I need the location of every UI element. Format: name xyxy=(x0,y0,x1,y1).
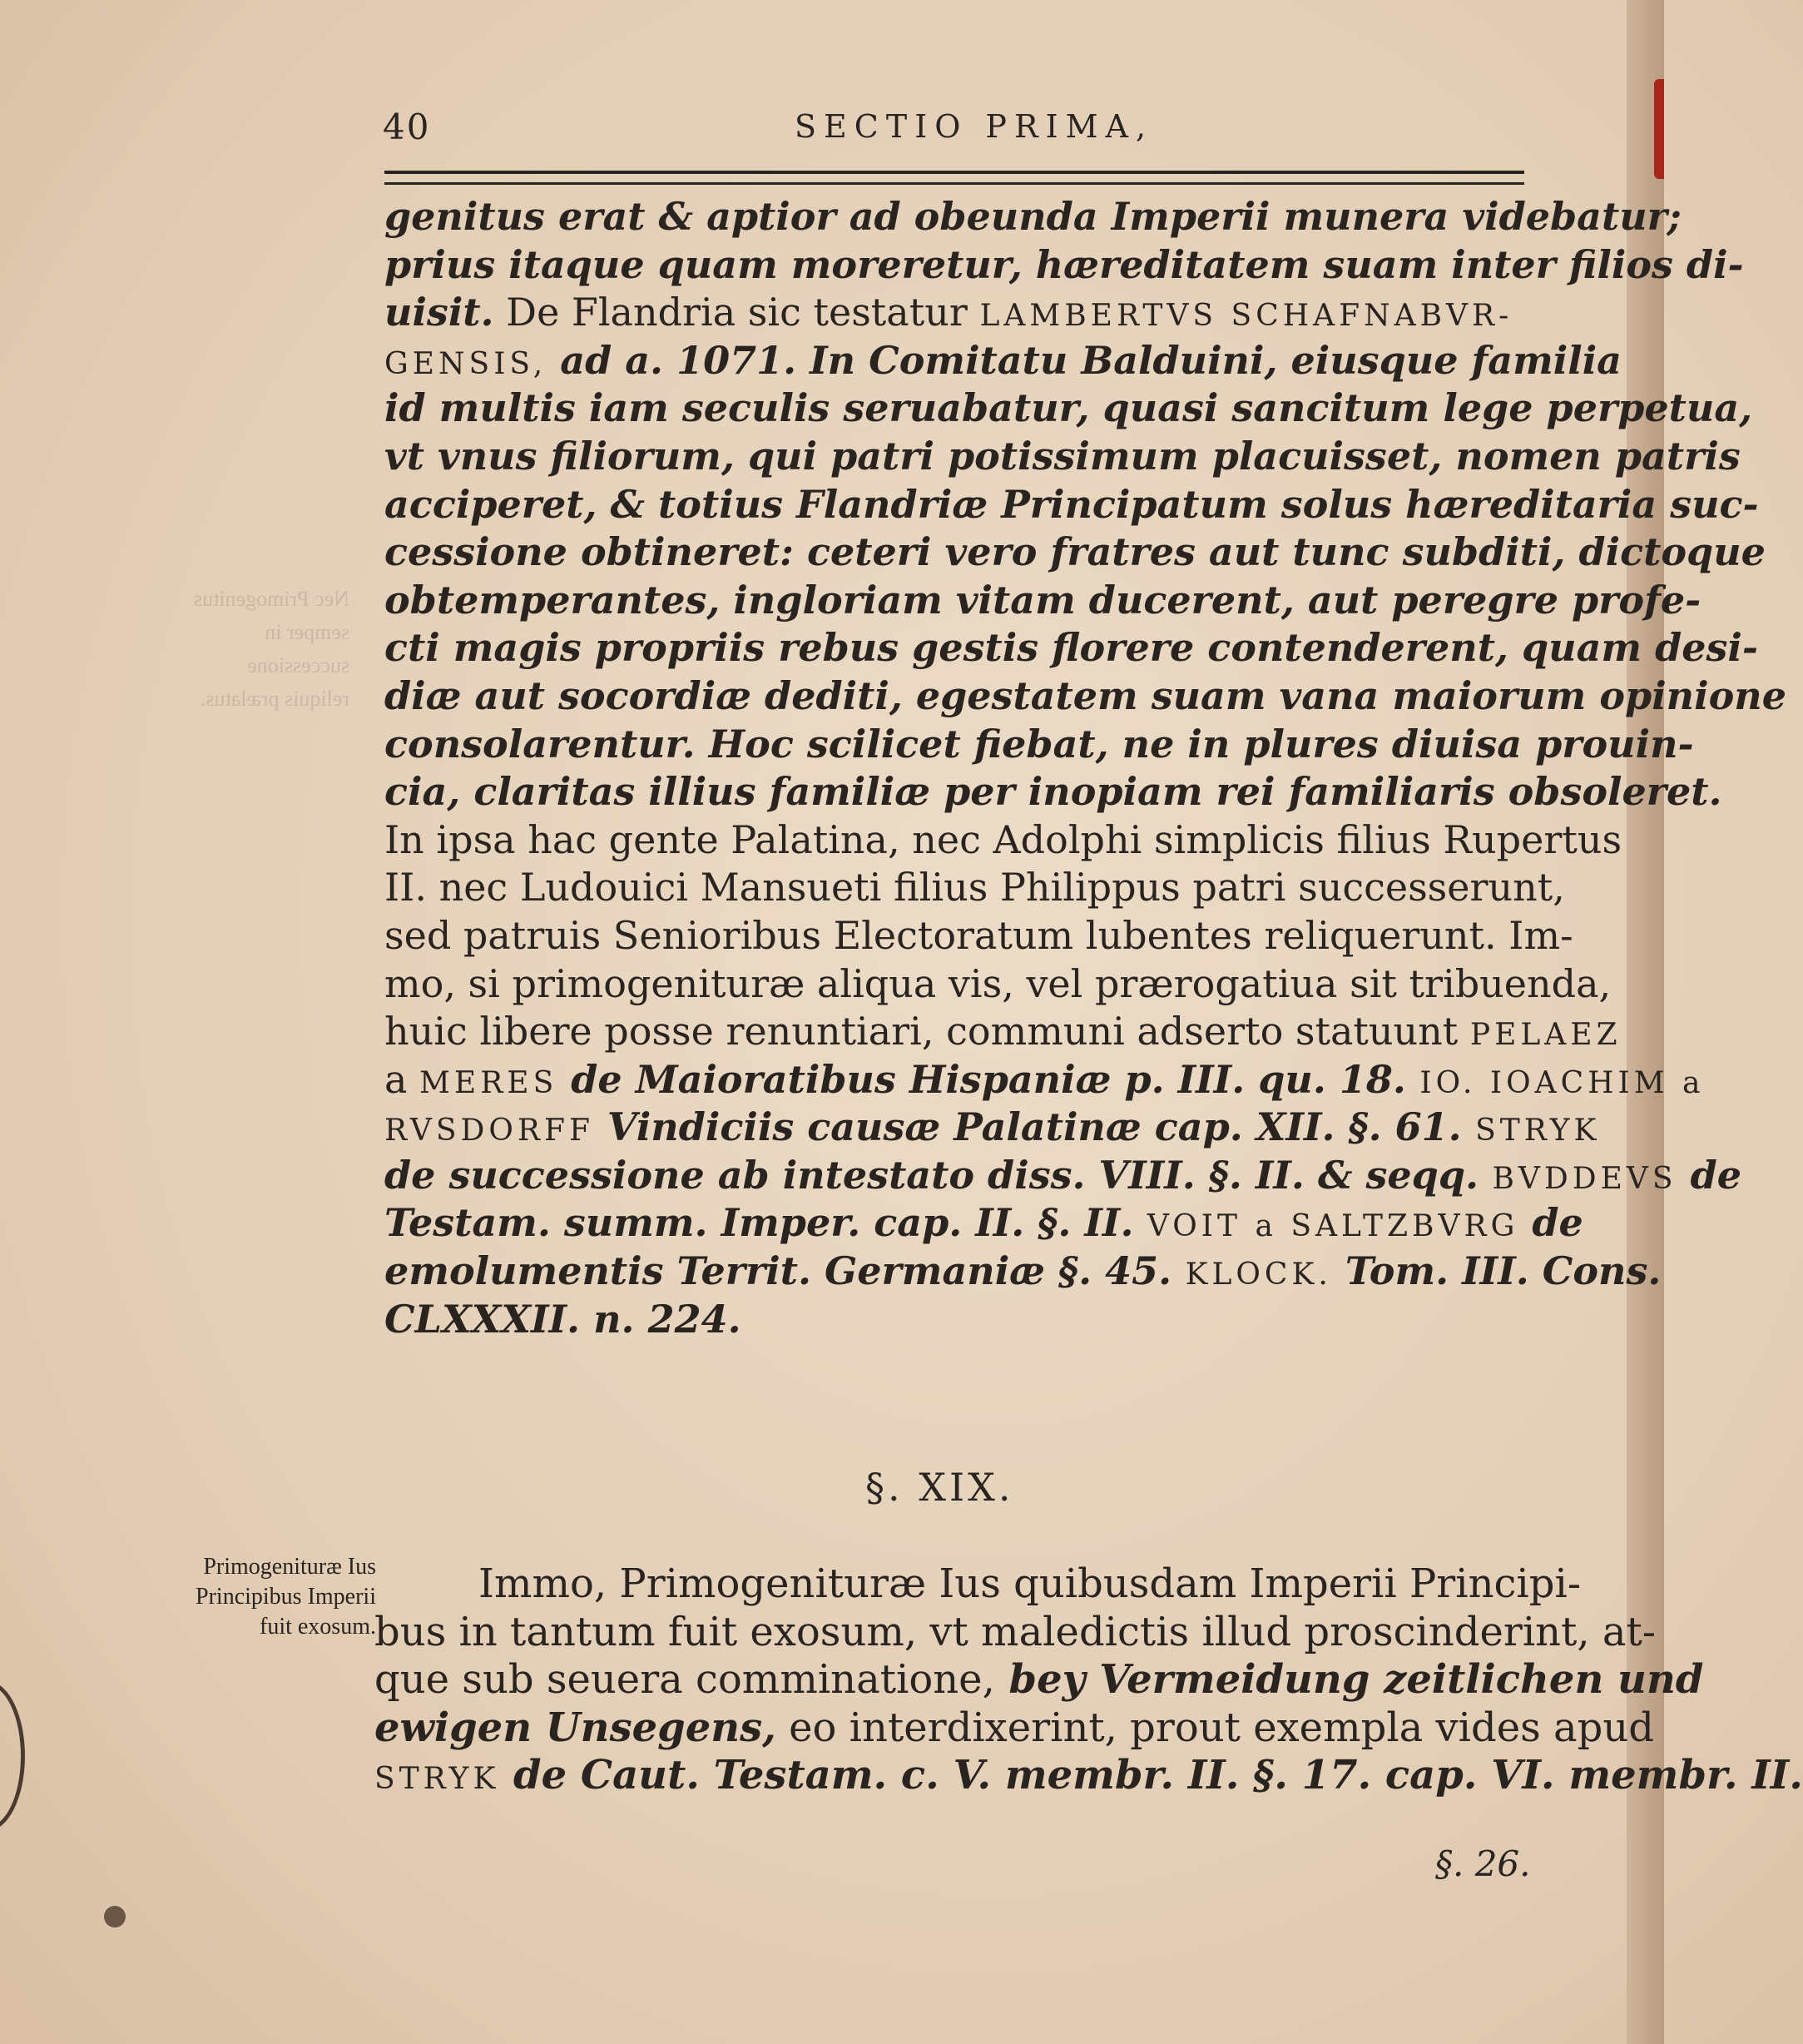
small-caps-run: STRYK xyxy=(1461,1114,1601,1149)
page-number: 40 xyxy=(383,107,431,147)
section-heading: §. XIX. xyxy=(865,1465,1014,1510)
text-line xyxy=(384,528,1766,577)
italic-run: cessione obtineret: ceteri vero fratres aut tunc subditi, dictoque xyxy=(384,529,1766,575)
text-line xyxy=(374,1608,1657,1657)
text-line xyxy=(384,481,1759,529)
italic-run: diæ aut socordiæ dediti, egestatem suam vana maiorum opinione xyxy=(384,672,1786,718)
small-caps-run: BVDDEVS xyxy=(1479,1161,1677,1196)
italic-run: vt vnus filiorum, qui patri potissimum placuisset, nomen patris xyxy=(384,433,1741,479)
text-line xyxy=(384,864,1565,912)
text-line xyxy=(384,912,1573,960)
italic-run: de Caut. Testam. c. V. membr. II. §. 17. cap. VI. membr. II. xyxy=(499,1752,1803,1799)
header-rule xyxy=(384,171,1524,185)
small-caps-run: RVSDORFF xyxy=(384,1114,594,1149)
roman-run: In ipsa hac gente Palatina, nec Adolphi simplicis filius Rupertus xyxy=(384,816,1622,862)
text-line xyxy=(384,721,1694,769)
italic-run: de successione ab intestato diss. VIII. §. II. & seqq. xyxy=(384,1152,1479,1198)
italic-run: prius itaque quam moreretur, hæreditatem suam inter filios di- xyxy=(384,241,1744,287)
catchword: §. 26. xyxy=(1435,1843,1531,1884)
text-line xyxy=(384,193,1682,241)
italic-run: de Maioratibus Hispaniæ p. III. qu. 18. xyxy=(557,1056,1406,1102)
roman-run: que sub seuera comminatione, xyxy=(374,1656,995,1704)
margin-note: Primogenituræ Ius Principibus Imperii fuit exosum. xyxy=(196,1554,376,1640)
text-line xyxy=(384,433,1741,481)
text-line xyxy=(374,1560,1582,1609)
text-line xyxy=(374,1656,1704,1704)
small-caps-run: PELAEZ xyxy=(1469,1018,1622,1053)
text-line xyxy=(384,1104,1601,1152)
small-caps-run: IO. IOACHIM a xyxy=(1405,1065,1705,1100)
text-line xyxy=(384,1056,1705,1104)
roman-run: bus in tantum fuit exosum, vt maledictis illud proscinderint, at- xyxy=(374,1608,1657,1655)
page-header xyxy=(383,107,1514,156)
small-caps-run: KLOCK. xyxy=(1171,1258,1332,1292)
text-line xyxy=(384,672,1786,721)
italic-run: ad a. 1071. In Comitatu Balduini, eiusque familia xyxy=(547,337,1622,383)
italic-run: acciperet, & totius Flandriæ Principatum solus hæreditaria suc- xyxy=(384,481,1759,527)
text-line xyxy=(384,1008,1622,1056)
roman-run: eo interdixerint, prout exempla vides apud xyxy=(775,1704,1655,1751)
ribbon-marker xyxy=(1654,79,1664,179)
italic-run: Tom. III. Cons. xyxy=(1331,1248,1662,1294)
roman-run: Immo, Primogenituræ Ius quibusdam Imperii Principi- xyxy=(478,1560,1582,1607)
stain-ring xyxy=(0,1681,25,1831)
text-line xyxy=(374,1752,1803,1800)
small-caps-run: VOIT a SALTZBVRG xyxy=(1133,1209,1519,1244)
text-line xyxy=(384,337,1622,385)
roman-run: a xyxy=(384,1056,420,1102)
italic-run: obtemperantes, ingloriam vitam ducerent, aut peregre profe- xyxy=(384,577,1701,623)
roman-run: sed patruis Senioribus Electoratum lubentes reliquerunt. Im- xyxy=(384,912,1573,958)
small-caps-run: GENSIS, xyxy=(384,346,547,381)
small-caps-run: MERES xyxy=(419,1065,558,1100)
bleed-through-text: Nec Primogenitus semper in successione reliquis prælatus. xyxy=(193,587,349,711)
text-line xyxy=(384,241,1744,290)
roman-run: II. nec Ludouici Mansueti filius Philippus patri successerunt, xyxy=(384,865,1565,910)
text-line xyxy=(384,1152,1742,1200)
small-caps-run: LAMBERTVS SCHAFNABVR- xyxy=(979,299,1513,334)
italic-run: emolumentis Territ. Germaniæ §. 45. xyxy=(384,1248,1172,1294)
paragraph-section-xix xyxy=(374,1560,1803,1800)
text-line xyxy=(384,1199,1583,1248)
text-line xyxy=(384,1296,1533,1344)
running-head: SECTIO PRIMA, xyxy=(795,108,1154,145)
small-caps-run: STRYK xyxy=(374,1762,500,1797)
text-line xyxy=(374,1704,1655,1753)
text-line xyxy=(384,816,1622,865)
text-line xyxy=(384,1248,1662,1296)
text-line xyxy=(384,289,1533,337)
italic-run: cia, claritas illius familiæ per inopiam rei familiaris obsoleret. xyxy=(384,769,1722,815)
roman-run: mo, si primogenituræ aliqua vis, vel prærogatiua sit tribuenda, xyxy=(384,960,1612,1006)
italic-run: consolarentur. Hoc scilicet fiebat, ne in plures diuisa prouin- xyxy=(384,721,1694,766)
text-line xyxy=(384,384,1753,433)
text-line xyxy=(384,768,1722,816)
italic-run: genitus erat & aptior ad obeunda Imperii munera videbatur; xyxy=(384,194,1682,239)
paragraph-main xyxy=(384,193,1786,1343)
text-line xyxy=(384,624,1758,672)
italic-run: cti magis propriis rebus gestis florere contenderent, quam desi- xyxy=(384,625,1758,671)
text-line xyxy=(384,577,1701,625)
italic-run: Testam. summ. Imper. cap. II. §. II. xyxy=(384,1200,1134,1246)
italic-run: uisit. xyxy=(384,290,494,335)
ink-spot xyxy=(104,1906,126,1927)
italic-run: de xyxy=(1518,1200,1583,1246)
italic-run: ewigen Unsegens, xyxy=(374,1704,776,1751)
roman-run: huic libere posse renuntiari, communi adserto statuunt xyxy=(384,1009,1470,1054)
text-line xyxy=(384,960,1612,1009)
italic-run: id multis iam seculis seruabatur, quasi sancitum lege perpetua, xyxy=(384,385,1753,431)
italic-run: bey Vermeidung zeitlichen und xyxy=(994,1656,1704,1704)
italic-run: de xyxy=(1677,1152,1742,1198)
italic-run: Vindiciis causæ Palatinæ cap. XII. §. 61. xyxy=(593,1104,1462,1150)
roman-run: De Flandria sic testatur xyxy=(493,290,980,335)
italic-run: CLXXXII. n. 224. xyxy=(384,1296,741,1342)
